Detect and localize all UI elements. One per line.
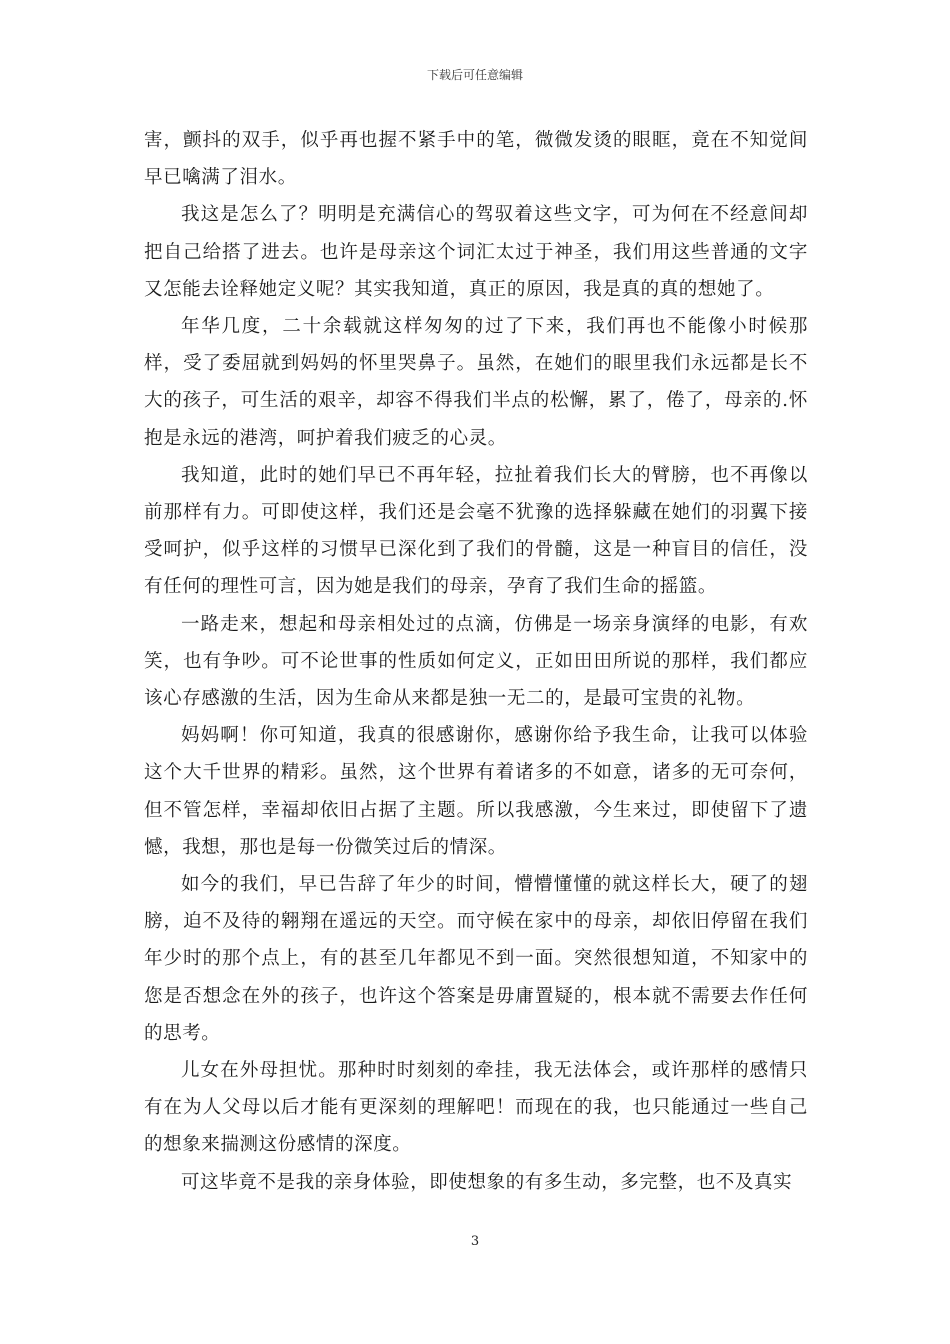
paragraph: 儿女在外母担忧。那种时时刻刻的牵挂，我无法体会，或许那样的感情只有在为人父母以后才能有更深刻的理解吧！而现在的我，也只能通过一些自己的想象来揣测这份感情的深度。 [144, 1060, 808, 1156]
paragraph: 一路走来，想起和母亲相处过的点滴，仿佛是一场亲身演绎的电影，有欢笑，也有争吵。可不论世事的性质如何定义，正如田田所说的那样，我们都应该心存感激的生活，因为生命从来都是独一无二的，是最可宝贵的礼物。 [144, 613, 808, 710]
paragraph: 我知道，此时的她们早已不再年轻，拉扯着我们长大的臂膀，也不再像以前那样有力。可即使这样，我们还是会毫不犹豫的选择躲藏在她们的羽翼下接受呵护，似乎这样的习惯早已深化到了我们的骨髓，这是一种盲目的信任，没有任何的理性可言，因为她是我们的母亲，孕育了我们生命的摇篮。 [144, 464, 808, 598]
paragraph: 可这毕竟不是我的亲身体验，即使想象的有多生动，多完整，也不及真实 [181, 1171, 793, 1193]
paragraph: 如今的我们，早已告辞了年少的时间，懵懵懂懂的就这样长大，硬了的翅膀，迫不及待的翱翔在遥远的天空。而守候在家中的母亲，却依旧停留在我们年少时的那个点上，有的甚至几年都见不到一面。突然很想知道，不知家中的您是否想念在外的孩子，也许这个答案是毋庸置疑的，根本就不需要去作任何的思考。 [144, 874, 808, 1044]
paragraph: 妈妈啊！你可知道，我真的很感谢你，感谢你给予我生命，让我可以体验这个大千世界的精彩。虽然，这个世界有着诸多的不如意，诸多的无可奈何，但不管怎样，幸福却依旧占据了主题。所以我感激，今生来过，即使留下了遗憾，我想，那也是每一份微笑过后的情深。 [144, 725, 808, 858]
document-body [144, 122, 808, 1201]
paragraph: 害，颤抖的双手，似乎再也握不紧手中的笔，微微发烫的眼眶，竟在不知觉间早已噙满了泪水。 [144, 130, 808, 189]
page-header: 下载后可任意编辑 [426, 68, 523, 82]
paragraph: 我这是怎么了？明明是充满信心的驾驭着这些文字，可为何在不经意间却把自己给搭了进去。也许是母亲这个词汇太过于神圣，我们用这些普通的文字又怎能去诠释她定义呢？其实我知道，真正的原因，我是真的真的想她了。 [144, 204, 808, 300]
paragraph: 年华几度，二十余载就这样匆匆的过了下来，我们再也不能像小时候那样，受了委屈就到妈妈的怀里哭鼻子。虽然，在她们的眼里我们永远都是长不大的孩子，可生活的艰辛，却容不得我们半点的松懈，累了，倦了，母亲的.怀抱是永远的港湾，呵护着我们疲乏的心灵。 [144, 316, 808, 449]
page-number: 3 [470, 1234, 480, 1249]
